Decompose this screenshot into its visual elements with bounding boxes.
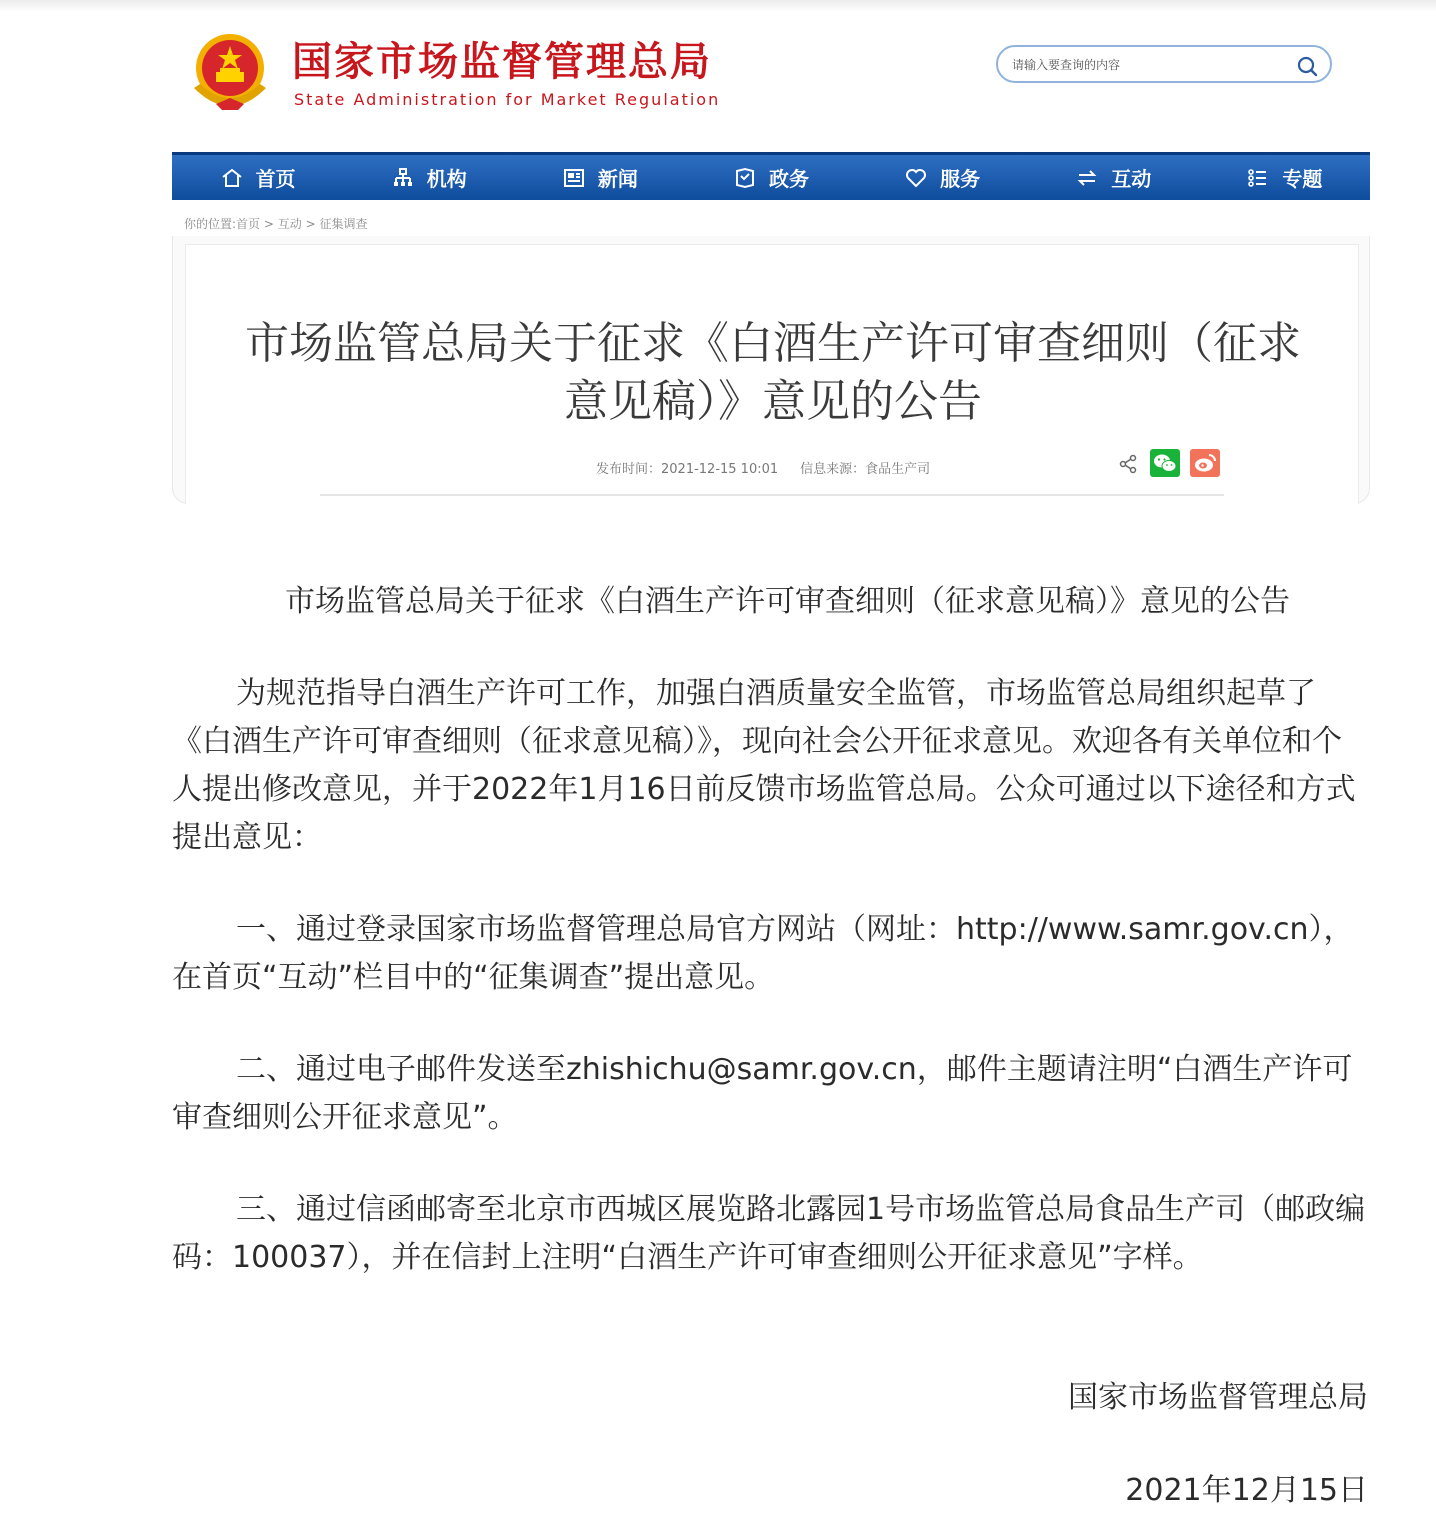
breadcrumb-home-link[interactable]: 首页 (236, 217, 261, 231)
paragraph-method-website: 一、通过登录国家市场监督管理总局官方网站（网址：http://www.samr.gov.cn），在首页“互动”栏目中的“征集调查”提出意见。 (172, 912, 1354, 995)
nav-organization[interactable] (343, 155, 514, 200)
paragraph-method-mail: 三、通过信函邮寄至北京市西城区展览路北露园1号市场监管总局食品生产司（邮政编码：100037），并在信封上注明“白酒生产许可审查细则公开征求意见”字样。 (172, 1192, 1366, 1275)
search-box[interactable] (996, 45, 1332, 83)
nav-government-affairs[interactable] (685, 155, 856, 200)
org-chart-icon (391, 166, 415, 190)
nav-label: 机构 (426, 167, 467, 191)
publish-time: 发布时间：2021-12-15 10:01 (596, 462, 779, 477)
nav-label: 专题 (1282, 167, 1323, 191)
nav-services[interactable] (857, 155, 1028, 200)
nav-interaction[interactable] (1028, 155, 1199, 200)
weibo-share-icon[interactable] (1190, 449, 1220, 477)
nav-topics[interactable] (1199, 155, 1370, 200)
breadcrumb-interaction-link[interactable]: 互动 (277, 217, 302, 231)
breadcrumb-separator: > (260, 217, 278, 231)
main-nav (172, 152, 1370, 200)
signature: 国家市场监督管理总局 (1068, 1380, 1368, 1415)
search-icon[interactable] (1296, 55, 1318, 77)
nav-home[interactable] (172, 155, 343, 200)
nav-label: 新闻 (597, 167, 638, 191)
list-icon (1246, 166, 1270, 190)
government-affairs-icon (733, 166, 757, 190)
share-icon[interactable] (1118, 454, 1138, 474)
nav-news[interactable] (514, 155, 685, 200)
nav-label: 首页 (255, 167, 296, 191)
search-input[interactable] (1010, 54, 1284, 76)
exchange-arrows-icon (1075, 166, 1099, 190)
article-title: 市场监管总局关于征求《白酒生产许可审查细则（征求意见稿）》意见的公告 (245, 318, 1301, 427)
top-bar (0, 0, 1436, 12)
heart-icon (904, 166, 928, 190)
body-heading: 市场监管总局关于征求《白酒生产许可审查细则（征求意见稿）》意见的公告 (285, 584, 1290, 619)
signature-date: 2021年12月15日 (1125, 1473, 1368, 1508)
nav-label: 政务 (768, 167, 809, 191)
breadcrumb-survey-link[interactable]: 征集调查 (319, 217, 368, 231)
nav-label: 互动 (1111, 167, 1152, 191)
info-source: 信息来源：食品生产司 (800, 462, 931, 477)
paragraph-intro: 为规范指导白酒生产许可工作，加强白酒质量安全监管，市场监管总局组织起草了《白酒生产许可审查细则（征求意见稿）》，现向社会公开征求意见。欢迎各有关单位和个人提出修改意见，并于2022年1月16日前反馈市场监管总局。公众可通过以下途径和方式提出意见： (172, 676, 1356, 855)
nav-label: 服务 (940, 167, 981, 191)
paragraph-method-email: 二、通过电子邮件发送至zhishichu@samr.gov.cn，邮件主题请注明“白酒生产许可审查细则公开征求意见”。 (172, 1052, 1353, 1135)
breadcrumb (184, 215, 367, 232)
wechat-share-icon[interactable] (1150, 449, 1180, 477)
news-icon (562, 166, 586, 190)
home-icon (220, 166, 244, 190)
breadcrumb-separator: > (301, 217, 320, 231)
site-title-cn[interactable]: 国家市场监督管理总局 (292, 39, 712, 85)
site-title-en: State Administration for Market Regulation (294, 90, 721, 109)
national-emblem-logo[interactable] (186, 28, 274, 116)
article-meta (596, 458, 930, 477)
breadcrumb-prefix: 你的位置: (184, 217, 237, 231)
divider (320, 494, 1224, 496)
